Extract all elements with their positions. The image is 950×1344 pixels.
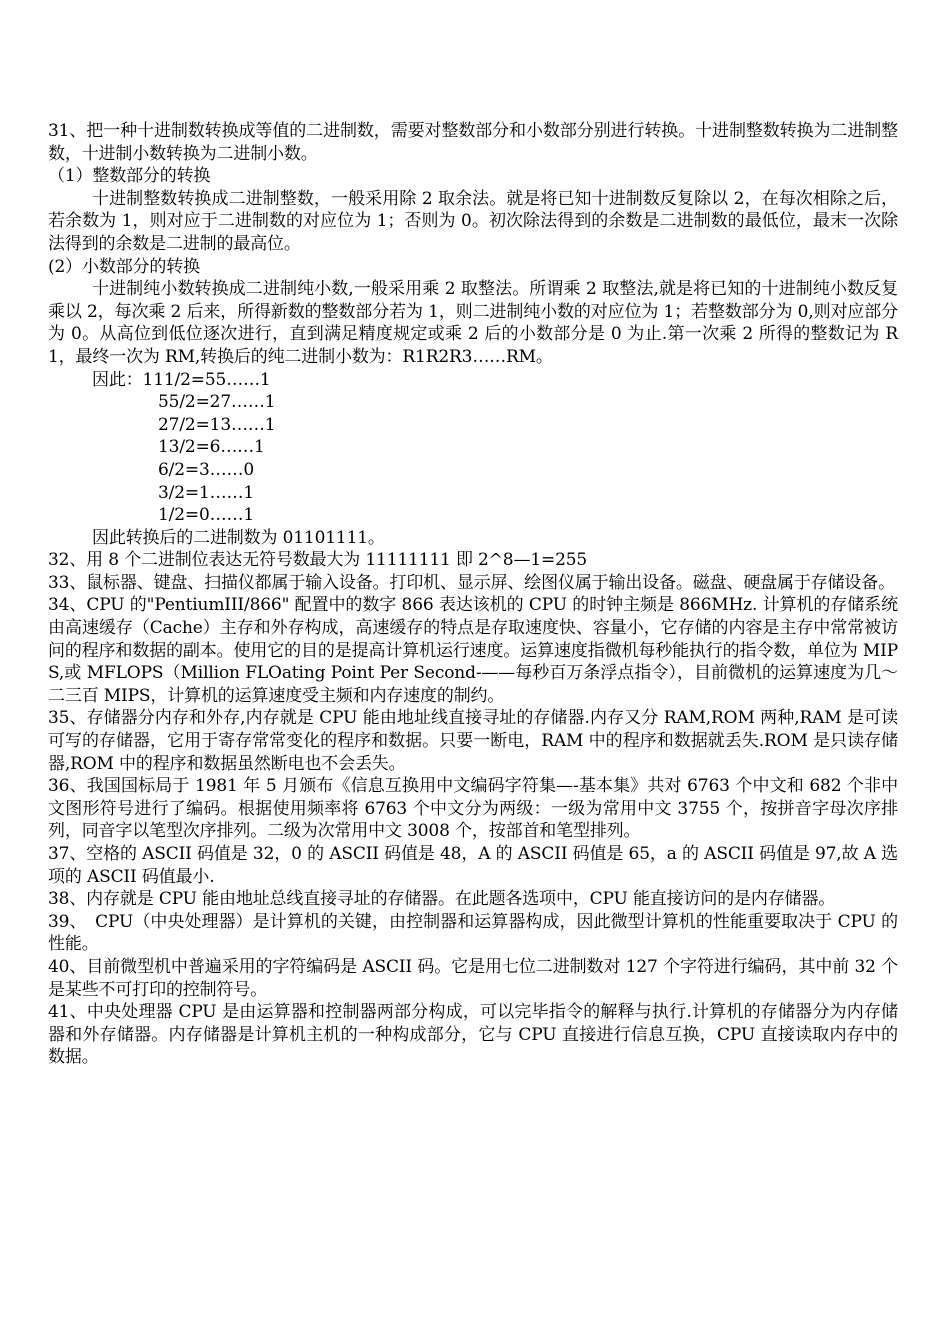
calc-line: 13/2=6……1 — [158, 437, 265, 458]
heading-fraction-conversion: (2）小数部分的转换 — [48, 256, 200, 277]
calc-line: 55/2=27……1 — [158, 392, 276, 413]
paragraph-integer-conversion: 十进制整数转换成二进制整数，一般采用除 2 取余法。就是将已知十进制数反复除以 2，在每次相除之后，若余数为 1，则对应于二进制数的对应位为 1；否则为 0。初次除法得到的余数是二进制数的最低位，最末一次除法得到的余数是二进制的最高位。 — [48, 188, 898, 254]
calc-line: 3/2=1……1 — [158, 482, 255, 503]
paragraph-40: 40、目前微型机中普遍采用的字符编码是 ASCII 码。它是用七位二进制数对 127 个字符进行编码，其中前 32 个是某些不可打印的控制符号。 — [48, 956, 898, 1000]
heading-integer-conversion: （1）整数部分的转换 — [48, 166, 211, 187]
paragraph-34: 34、CPU 的"PentiumIII/866" 配置中的数字 866 表达该机的 CPU 的时钟主频是 866MHz. 计算机的存储系统由高速缓存（Cache）主存和外存构成，高速缓存的特点是存取速度快、容量小，它存储的内容是主存中常常被访问的程序和数据的副本。使用它的目的是提高计算机运行速度。运算速度指微机每秒能执行的指令数，单位为 MIPS,或 MFLOPS（Million FLOating Point Per Second-——每秒百万条浮点指令），目前微机的运算速度为几～二三百 MIPS，计算机的运算速度受主频和内存速度的制约。 — [48, 595, 898, 706]
paragraph-36: 36、我国国标局于 1981 年 5 月颁布《信息互换用中文编码字符集—-基本集》共对 6763 个中文和 682 个非中文图形符号进行了编码。根据使用频率将 6763 个中文分为两级：一级为常用中文 3755 个，按拼音字母次序排列，同音字以笔型次序排列。二级为次常用中文 3008 个，按部首和笔型排列。 — [48, 776, 898, 842]
paragraph-38: 38、内存就是 CPU 能由地址总线直接寻址的存储器。在此题各选项中，CPU 能直接访问的是内存储器。 — [48, 889, 836, 910]
paragraph-41: 41、中央处理器 CPU 是由运算器和控制器两部分构成，可以完毕指令的解释与执行.计算机的存储器分为内存储器和外存储器。内存储器是计算机主机的一种构成部分，它与 CPU 直接进行信息互换，CPU 直接读取内存中的数据。 — [48, 1002, 898, 1068]
paragraph-35: 35、存储器分内存和外存,内存就是 CPU 能由地址线直接寻址的存储器.内存又分 RAM,ROM 两种,RAM 是可读可写的存储器，它用于寄存常常变化的程序和数据。只要一断电，RAM 中的程序和数据就丢失.ROM 是只读存储器,ROM 中的程序和数据虽然断电也不会丢失。 — [48, 708, 898, 774]
paragraph-37: 37、空格的 ASCII 码值是 32，0 的 ASCII 码值是 48，A 的 ASCII 码值是 65，a 的 ASCII 码值是 97,故 A 选项的 ASCII 码值最小. — [48, 844, 898, 887]
calc-line: 6/2=3……0 — [158, 459, 255, 480]
calc-line: 因此：111/2=55……1 — [92, 369, 271, 390]
paragraph-33: 33、鼠标器、键盘、扫描仪都属于输入设备。打印机、显示屏、绘图仪属于输出设备。磁盘、硬盘属于存储设备。 — [48, 572, 895, 593]
document-page — [48, 120, 898, 1069]
paragraph-31-intro: 31、把一种十进制数转换成等值的二进制数，需要对整数部分和小数部分别进行转换。十进制整数转换为二进制整数，十进制小数转换为二进制小数。 — [48, 121, 898, 164]
calc-result: 因此转换后的二进制数为 01101111。 — [92, 527, 385, 548]
calc-line: 27/2=13……1 — [158, 414, 276, 435]
calc-line: 1/2=0……1 — [158, 505, 255, 526]
paragraph-39: 39、 CPU（中央处理器）是计算机的关键，由控制器和运算器构成，因此微型计算机的性能重要取决于 CPU 的性能。 — [48, 911, 898, 955]
paragraph-32: 32、用 8 个二进制位表达无符号数最大为 11111111 即 2^8—1=255 — [48, 550, 588, 571]
paragraph-fraction-conversion: 十进制纯小数转换成二进制纯小数,一般采用乘 2 取整法。所谓乘 2 取整法,就是将已知的十进制纯小数反复乘以 2，每次乘 2 后来，所得新数的整数部分若为 1，则二进制纯小数的对应位为 1；若整数部分为 0,则对应部分为 0。从高位到低位逐次进行，直到满足精度规定或乘 2 后的小数部分是 0 为止.第一次乘 2 所得的整数记为 R1，最终一次为 RM,转换后的纯二进制小数为：R1R2R3……RM。 — [48, 279, 898, 367]
